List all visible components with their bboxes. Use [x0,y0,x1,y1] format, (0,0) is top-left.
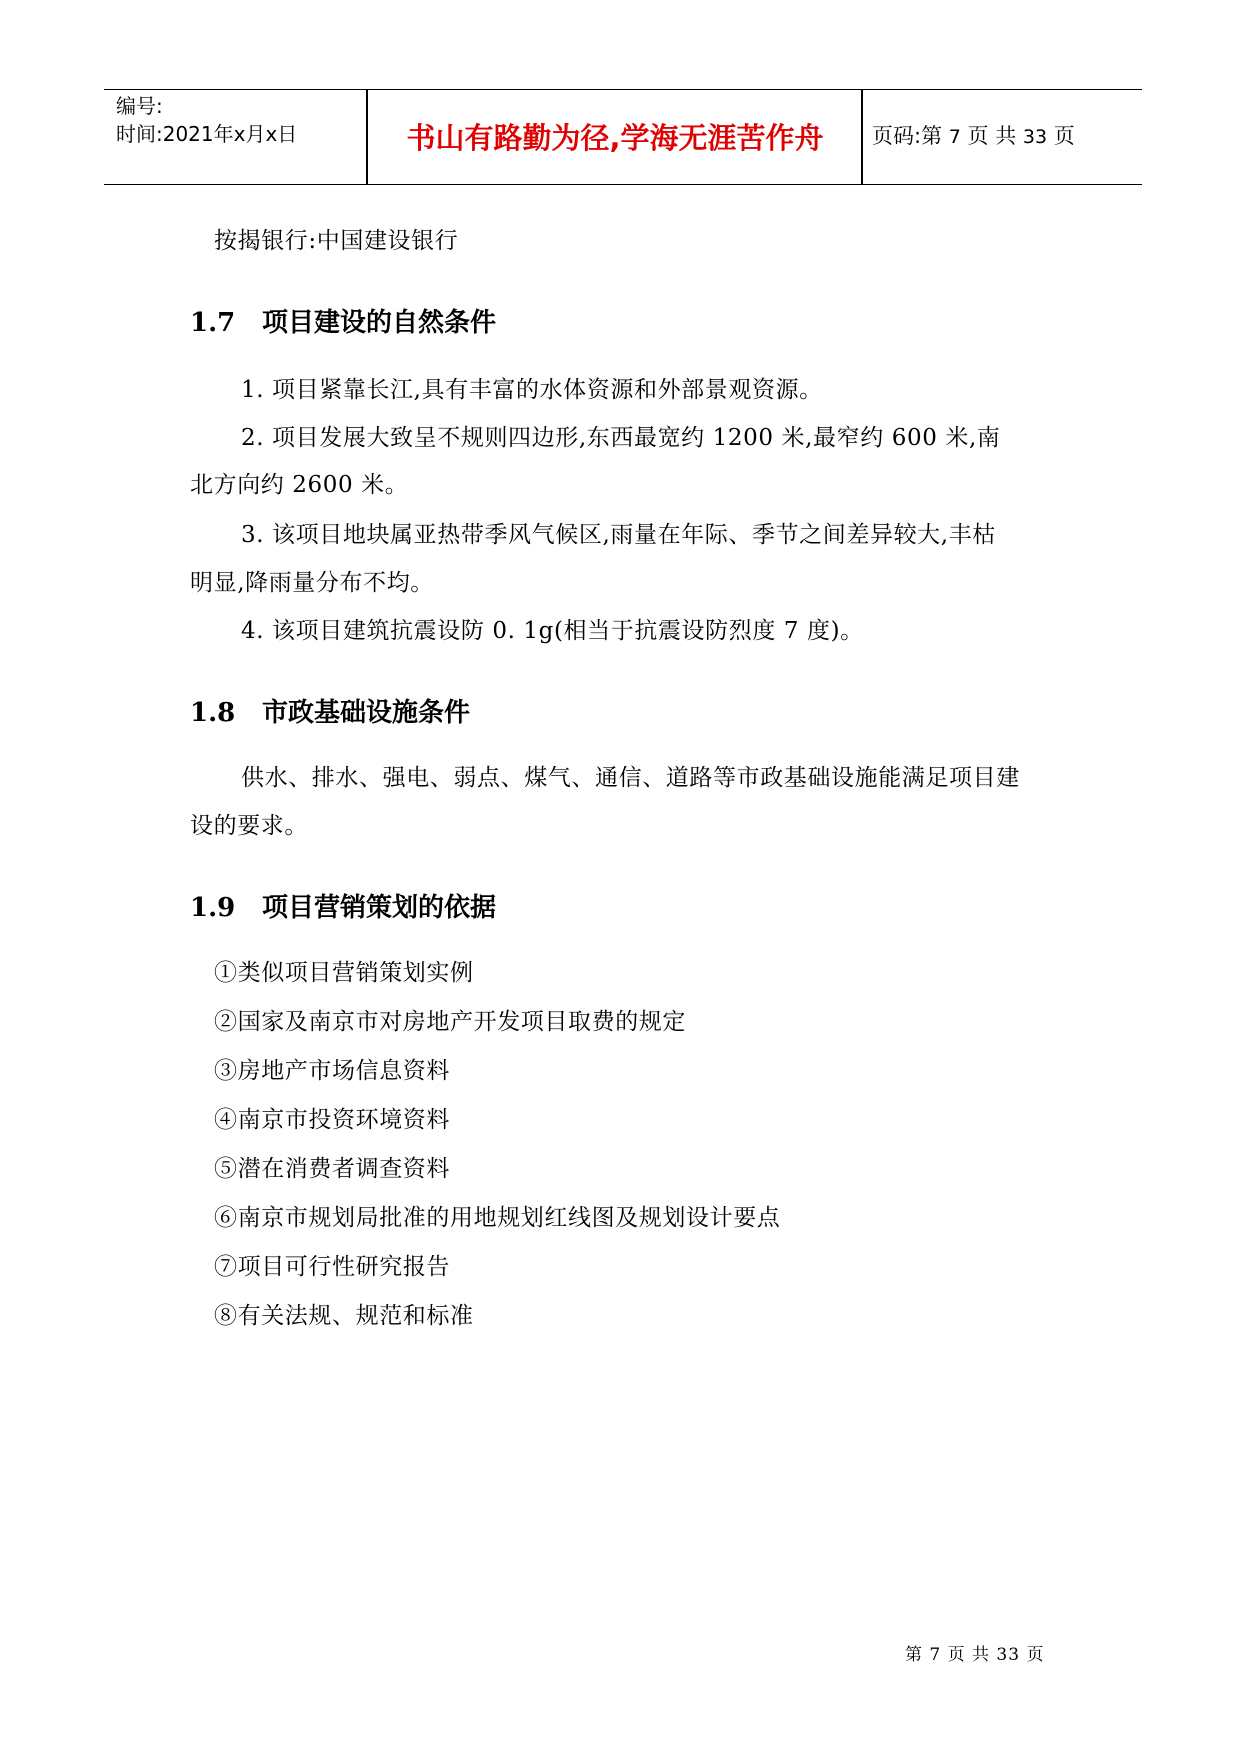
bank-line: 按揭银行:中国建设银行 [214,228,459,254]
paragraph: 1. 项目紧靠长江,具有丰富的水体资源和外部景观资源。 [241,377,823,403]
paragraph: 3. 该项目地块属亚热带季风气候区,雨量在年际、季节之间差异较大,丰枯 [241,522,996,548]
list-item: ②国家及南京市对房地产开发项目取费的规定 [214,1009,686,1035]
page-prefix: 页码:第 [872,124,943,148]
header-page-code [872,120,1075,150]
paragraph: 4. 该项目建筑抗震设防 0. 1g(相当于抗震设防烈度 7 度)。 [241,618,864,644]
paragraph: 明显,降雨量分布不均。 [190,570,434,596]
section-number: 1.7 [190,308,236,338]
page-footer: 第 7 页 共 33 页 [905,1645,1045,1665]
section-title: 项目建设的自然条件 [262,308,497,338]
header-divider [861,90,863,184]
list-item: ①类似项目营销策划实例 [214,960,474,986]
list-item: ⑧有关法规、规范和标准 [214,1303,474,1329]
header-motto: 书山有路勤为径,学海无涯苦作舟 [406,121,824,155]
section-heading-1-8 [190,692,470,729]
list-item: ④南京市投资环境资料 [214,1107,450,1133]
page-mid: 页 共 [967,124,1017,148]
page-suffix: 页 [1053,124,1075,148]
page-header [104,89,1142,185]
list-item: ⑦项目可行性研究报告 [214,1254,450,1280]
page-total: 33 [1022,126,1048,148]
header-divider [366,90,368,184]
section-title: 市政基础设施条件 [262,698,471,728]
section-title: 项目营销策划的依据 [262,893,497,923]
paragraph: 北方向约 2600 米。 [190,472,409,498]
section-number: 1.8 [190,698,236,728]
list-item: ⑥南京市规划局批准的用地规划红线图及规划设计要点 [214,1205,781,1231]
list-item: ③房地产市场信息资料 [214,1058,450,1084]
paragraph: 2. 项目发展大致呈不规则四边形,东西最宽约 1200 米,最窄约 600 米,南 [241,425,1001,451]
header-info [116,92,366,148]
paragraph: 设的要求。 [190,813,308,839]
section-heading-1-7 [190,302,496,339]
section-heading-1-9 [190,887,496,924]
page-current: 7 [948,126,961,148]
paragraph: 供水、排水、强电、弱点、煤气、通信、道路等市政基础设施能满足项目建 [241,765,1020,791]
code-label: 编号: [116,94,163,118]
list-item: ⑤潜在消费者调查资料 [214,1156,450,1182]
section-number: 1.9 [190,893,236,923]
time-label: 时间:2021年x月x日 [116,122,298,146]
